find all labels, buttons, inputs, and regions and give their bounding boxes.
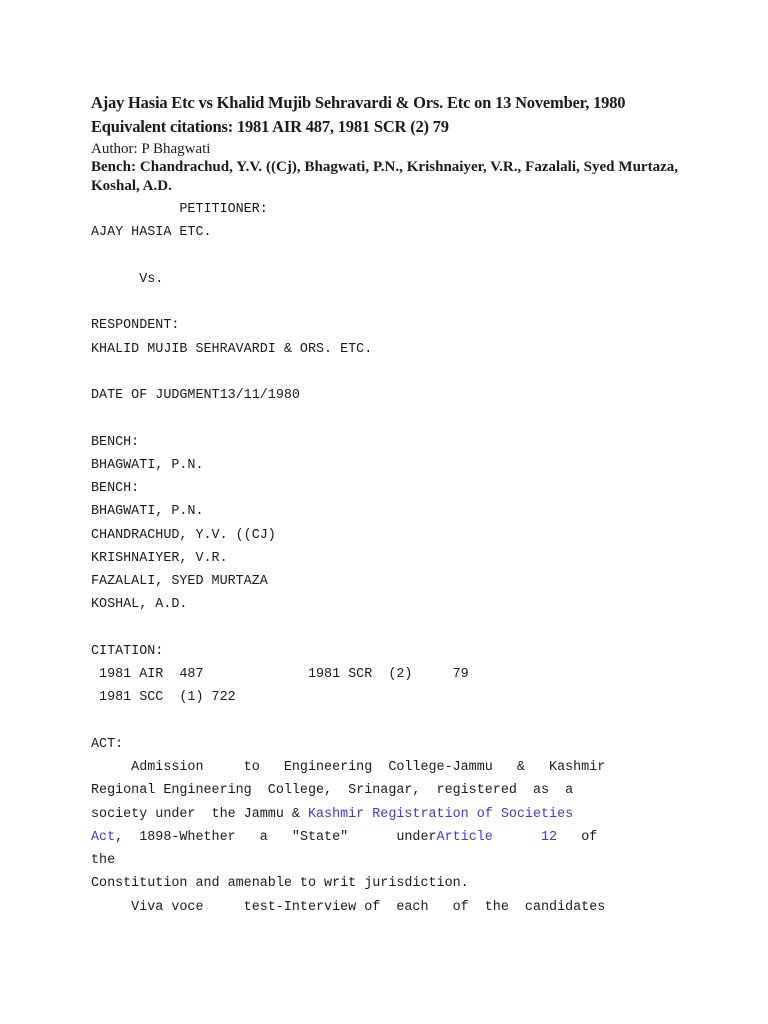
bench-member: FAZALALI, SYED MURTAZA — [91, 574, 268, 589]
document-title: Ajay Hasia Etc vs Khalid Mujib Sehravardi & Ors. Etc on 13 November, 1980 — [91, 93, 626, 112]
bench-member: CHANDRACHUD, Y.V. ((CJ) — [91, 527, 276, 543]
citation-label: CITATION: — [91, 643, 164, 659]
act-text-line — [91, 830, 678, 853]
act-text-line — [91, 807, 678, 830]
petitioner-label: PETITIONER: — [91, 202, 268, 217]
bench-member: KRISHNAIYER, V.R. — [91, 550, 228, 566]
bench-label: BENCH: — [91, 481, 140, 496]
blank-line — [91, 249, 678, 272]
respondent-label: RESPONDENT: — [91, 318, 180, 334]
act-text-segment: of — [557, 829, 598, 845]
blank-line — [91, 295, 678, 318]
act-text-line: the — [91, 853, 116, 868]
blank-line — [91, 411, 678, 434]
bench-member: KOSHAL, A.D. — [91, 597, 188, 613]
citation-line: 1981 AIR 487 1981 SCR (2) 79 — [91, 667, 469, 682]
act-text-segment: , 1898-Whether a "State" under — [115, 829, 437, 845]
petitioner-name: AJAY HASIA ETC. — [91, 225, 212, 241]
act-text-line: Admission to Engineering College-Jammu & Kashmir — [91, 760, 606, 775]
act-text-line: Regional Engineering College, Srinagar, registered as a — [91, 783, 574, 799]
bench-first-member: BHAGWATI, P.N. — [91, 457, 204, 473]
versus-label: Vs. — [91, 271, 164, 287]
blank-line — [91, 714, 678, 737]
judgment-document — [91, 92, 678, 923]
bench-label: BENCH: — [91, 434, 140, 450]
act-text-segment: society under the Jammu & — [91, 806, 308, 822]
article-12-link[interactable]: Article 12 — [436, 829, 558, 845]
date-of-judgment: DATE OF JUDGMENT13/11/1980 — [91, 388, 300, 403]
act-text-line: Constitution and amenable to writ jurisdiction. — [91, 876, 469, 892]
blank-line — [91, 365, 678, 388]
act-link[interactable]: Act — [91, 829, 116, 845]
blank-line — [91, 621, 678, 644]
author-line: Author: P Bhagwati — [91, 141, 211, 157]
judgment-text — [91, 202, 678, 923]
act-text-line: Viva voce test-Interview of each of the candidates — [91, 899, 606, 915]
equivalent-citations: Equivalent citations: 1981 AIR 487, 1981 SCR (2) 79 — [91, 117, 449, 136]
kashmir-registration-link[interactable]: Kashmir Registration of Societies — [307, 806, 574, 822]
citation-line: 1981 SCC (1) 722 — [91, 690, 236, 706]
respondent-name: KHALID MUJIB SEHRAVARDI & ORS. ETC. — [91, 341, 373, 357]
bench-line: Bench: Chandrachud, Y.V. ((Cj), Bhagwati, P.N., Krishnaiyer, V.R., Fazalali, Syed Murtaza, Koshal, A.D. — [91, 159, 678, 194]
act-label: ACT: — [91, 736, 124, 752]
bench-member: BHAGWATI, P.N. — [91, 504, 204, 520]
